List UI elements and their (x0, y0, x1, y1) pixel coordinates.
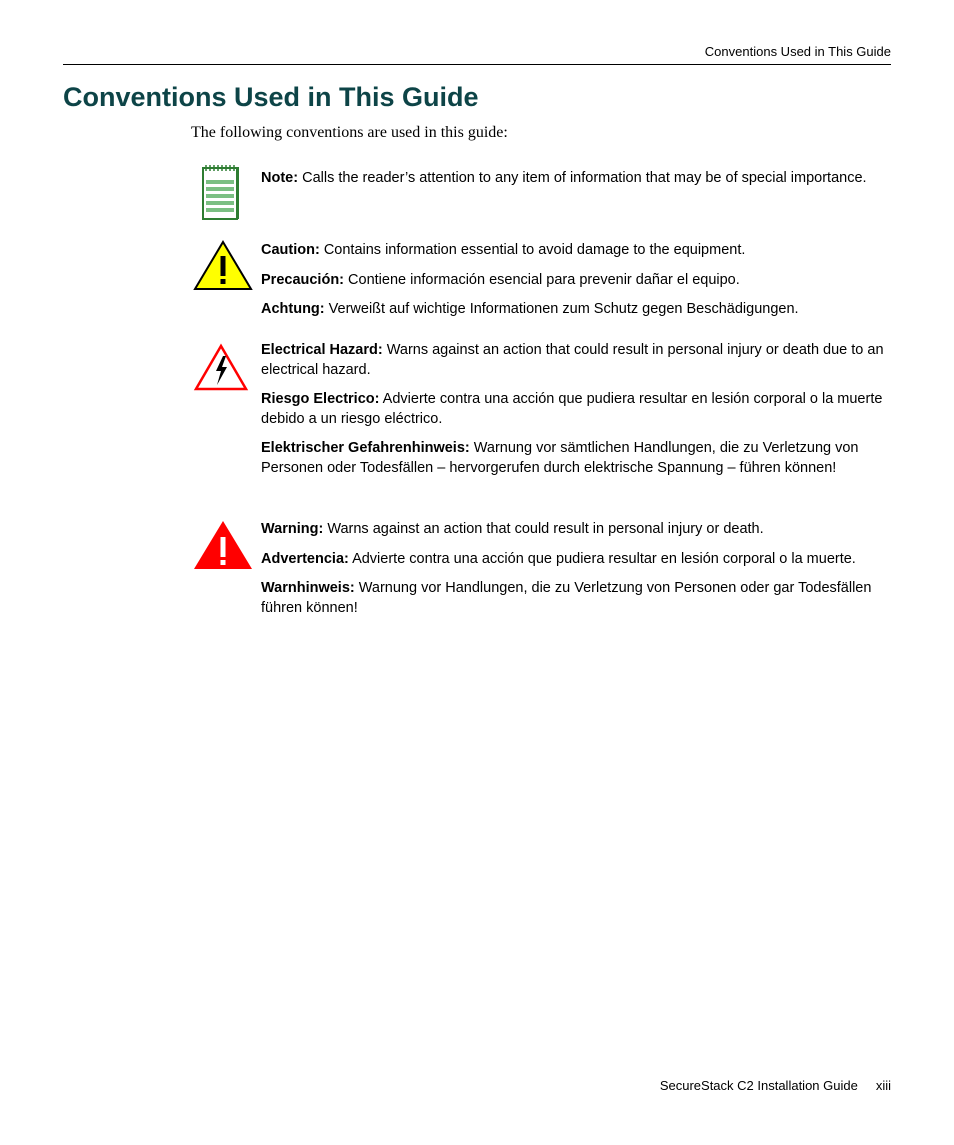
page-footer (660, 1077, 891, 1095)
elektrischer-label: Elektrischer Gefahrenhinweis: (261, 440, 470, 456)
electrical-paragraph-de: Elektrischer Gefahrenhinweis: Warnung vor sämtlichen Handlungen, die zu Verletzung von Personen oder Todesfällen – hervorgerufen durch elektrische Spannung – führen können! (261, 440, 859, 476)
precaucion-label: Precaución: (261, 271, 344, 288)
running-header-title: Conventions Used in This Guide (704, 44, 891, 59)
warning-paragraph-es: Advertencia: Advierte contra una acción que pudiera resultar en lesión corporal o la muerte. (261, 550, 856, 567)
warning-paragraph-en: Warning: Warns against an action that could result in personal injury or death. (261, 521, 764, 537)
notepad-icon (193, 163, 241, 226)
electrical-hazard-icon (193, 341, 249, 398)
electrical-paragraph-es: Riesgo Electrico: Advierte contra una acción que pudiera resultar en lesión corporal o la muerte debido a un riesgo eléctrico. (261, 391, 883, 427)
caution-paragraph-de: Achtung: Verweißt auf wichtige Informationen zum Schutz gegen Beschädigungen. (261, 301, 799, 317)
caution-paragraph-es: Precaución: Contiene información esencial para prevenir dañar el equipo. (261, 271, 740, 288)
warning-triangle-icon (193, 519, 253, 576)
intro-text: The following conventions are used in this guide: (191, 124, 508, 141)
page-title: Conventions Used in This Guide (63, 82, 479, 112)
advertencia-label: Advertencia: (261, 550, 349, 567)
running-header (63, 44, 891, 65)
electrical-hazard-label: Electrical Hazard: (261, 342, 383, 358)
footer-guide-title: SecureStack C2 Installation Guide (659, 1078, 858, 1093)
caution-paragraph-en: Caution: Contains information essential to avoid damage to the equipment. (261, 242, 746, 258)
note-label: Note: (261, 170, 299, 186)
caution-label: Caution: (261, 242, 320, 258)
electrical-paragraph-en: Electrical Hazard: Warns against an action that could result in personal injury or death due to an electrical hazard. (261, 342, 884, 378)
page-number: xiii (875, 1078, 891, 1093)
note-paragraph (261, 169, 891, 189)
warning-paragraph-de: Warnhinweis: Warnung vor Handlungen, die zu Verletzung von Personen oder gar Todesfällen führen können! (261, 580, 872, 616)
caution-triangle-icon (193, 240, 253, 297)
riesgo-electrico-label: Riesgo Electrico: (261, 391, 380, 407)
warning-label: Warning: (261, 521, 324, 537)
note-text: Calls the reader’s attention to any item of information that may be of special importance. (298, 170, 867, 186)
warnhinweis-label: Warnhinweis: (261, 580, 355, 596)
achtung-label: Achtung: (261, 301, 325, 317)
